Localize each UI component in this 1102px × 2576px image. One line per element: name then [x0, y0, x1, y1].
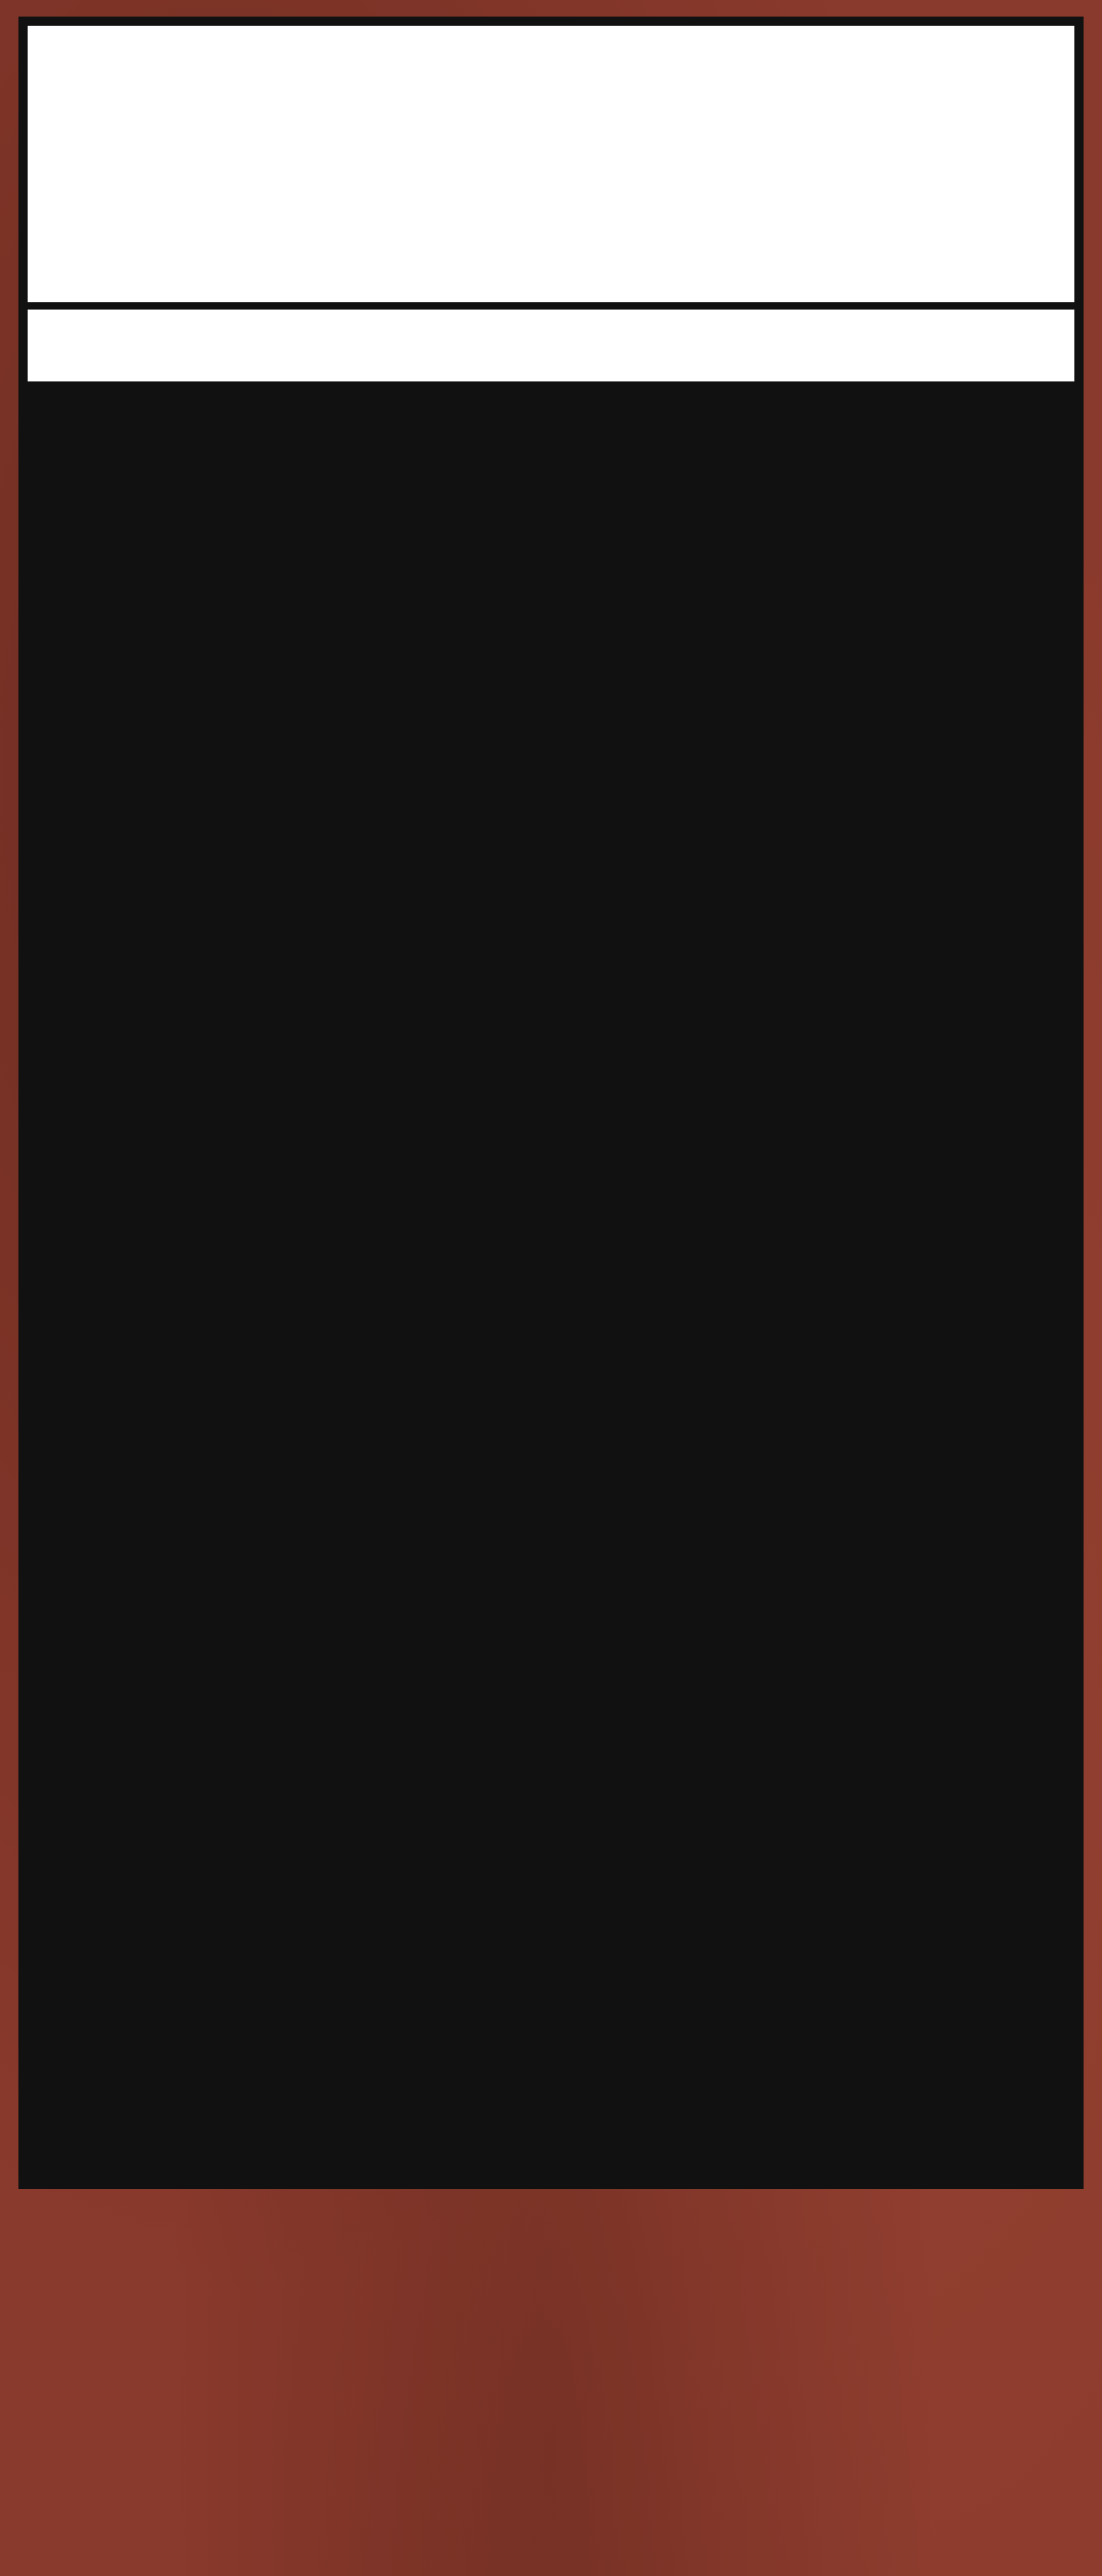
panel-header [28, 26, 1074, 302]
column-header-row [28, 310, 1074, 381]
supplement-facts-panel [18, 17, 1084, 2189]
